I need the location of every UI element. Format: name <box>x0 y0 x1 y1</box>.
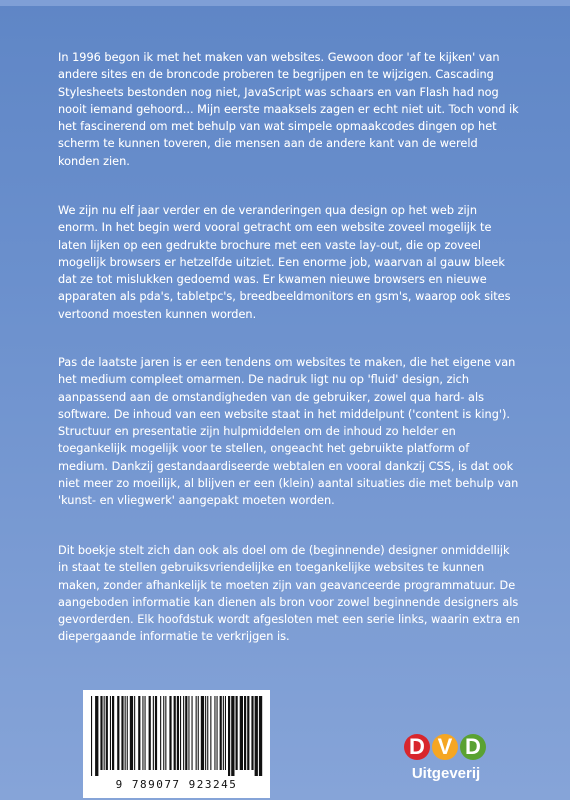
publisher-logo <box>398 734 498 794</box>
barcode-bar <box>127 696 128 770</box>
blurb-paragraph-1: In 1996 begon ik met het maken van websites. Gewoon door 'af te kijken' van andere sites en de broncode proberen te begrijpen en te wijzigen. Cascading Stylesheets bestonden nog niet, JavaScript was schaars en van Flash had nog nooit iemand gehoord... Mijn eerste maaksels zagen er echt niet uit. Toch vond ik het fascinerend om met behulp van wat simpele opmaakcodes dingen op het scherm te kunnen toveren, die mensen aan de andere kant van de wereld konden zien. <box>58 51 519 168</box>
barcode-bar <box>231 696 234 776</box>
barcode-bar <box>236 696 238 770</box>
barcode-bar <box>121 696 123 770</box>
logo-letter-d: D <box>404 734 430 760</box>
barcode-bar <box>214 696 215 770</box>
barcode-bar <box>130 696 133 770</box>
barcode-bar <box>192 696 193 770</box>
barcode-bar <box>95 696 98 776</box>
barcode-bar <box>217 696 218 770</box>
barcode-bar <box>153 696 154 770</box>
blurb-paragraph-2: We zijn nu elf jaar verder en de veranderingen qua design op het web zijn enorm. In het begin werd vooral getracht om een website zoveel mogelijk te laten lijken op een gedrukte brochure met een vaste lay-out, die op zoveel mogelijk browsers er hetzelfde uitziet. Een enorme job, waarvan al gauw bleek dat ze tot mislukken gedoemd was. Er kwamen nieuwe browsers en nieuwe apparaten als pda's, tabletpc's, breedbeeldmonitors en gsm's, waarop ook sites vertoond moesten kunnen worden. <box>58 204 511 321</box>
barcode-bar <box>259 696 262 776</box>
barcode-bar <box>112 696 114 770</box>
barcode-bar <box>240 696 243 770</box>
barcode-bar <box>188 696 189 770</box>
barcode-bar <box>228 696 230 776</box>
barcode-bar <box>134 696 135 770</box>
barcode-bar <box>149 696 151 770</box>
barcode-bar <box>142 696 143 770</box>
blurb-paragraph-3: Pas de laatste jaren is er een tendens om websites te maken, die het eigene van het medium compleet omarmen. De nadruk ligt nu op 'fluid' design, zich aanpassend aan de omstandigheden van de gebruiker, zowel qua hard- als software. De inhoud van een website staat in het middelpunt ('content is king'). Structuur en presentatie zijn hulpmiddelen om de inhoud zo helder en toegankelijk mogelijk voor te stellen, ongeacht het gebruikte platform of medium. Dankzij gestandaardiseerde webtalen en vooral dankzij CSS, is dat ook niet meer zo moeilijk, al blijven er een (klein) aantal situaties die met behulp van 'kunst- en vliegwerk' aangepakt moeten worden. <box>58 356 519 508</box>
barcode-bar <box>244 696 246 770</box>
barcode-bar <box>160 696 161 770</box>
barcode-bar <box>223 696 224 770</box>
barcode-bar <box>174 696 176 770</box>
barcode-bar <box>183 696 184 770</box>
barcode-bar <box>163 696 164 770</box>
barcode-bar <box>125 696 126 770</box>
barcode-bar <box>180 696 181 770</box>
logo-letter-v: V <box>432 734 458 760</box>
barcode-bar <box>100 696 102 770</box>
blurb-paragraph-4: Dit boekje stelt zich dan ook als doel om de (beginnende) designer onmiddellijk in staat te stellen gebruiksvriendelijke en toegankelijke websites te kunnen maken, zonder afhankelijk te moeten zijn van geavanceerde programmatuur. De aangeboden informatie kan dienen als bron voor zowel beginnende designers als gevorderden. Elk hoofdstuk wordt afgesloten met een serie links, waarin extra en diepergaande informatie te verkrijgen is. <box>58 544 520 644</box>
barcode-bar <box>185 696 187 770</box>
barcode-bar <box>247 696 249 770</box>
barcode-bar <box>177 696 179 770</box>
barcode-bar <box>169 696 171 770</box>
barcode-bar <box>220 696 222 770</box>
barcode-bars <box>87 696 265 776</box>
publisher-name: Uitgeverij <box>411 765 481 782</box>
barcode-bar <box>138 696 140 770</box>
barcode-bar <box>110 696 111 770</box>
barcode-bar <box>145 696 146 770</box>
barcode-bar <box>198 696 199 770</box>
barcode-bar <box>251 696 253 770</box>
logo-letter-d-second: D <box>460 734 486 760</box>
barcode-bar <box>104 696 105 770</box>
isbn-barcode <box>83 690 270 798</box>
barcode-bar <box>255 696 258 776</box>
barcode-bar <box>155 696 157 770</box>
barcode-bar <box>225 696 226 770</box>
barcode-bar <box>205 696 206 770</box>
isbn-number: 9 789077 923245 <box>115 778 238 791</box>
barcode-bar <box>91 696 92 776</box>
barcode-bar <box>210 696 211 770</box>
barcode-bar <box>196 696 197 770</box>
barcode-bar <box>201 696 204 770</box>
barcode-bar <box>117 696 119 770</box>
barcode-bar <box>165 696 166 770</box>
barcode-bar <box>207 696 208 770</box>
barcode-bar <box>106 696 108 770</box>
